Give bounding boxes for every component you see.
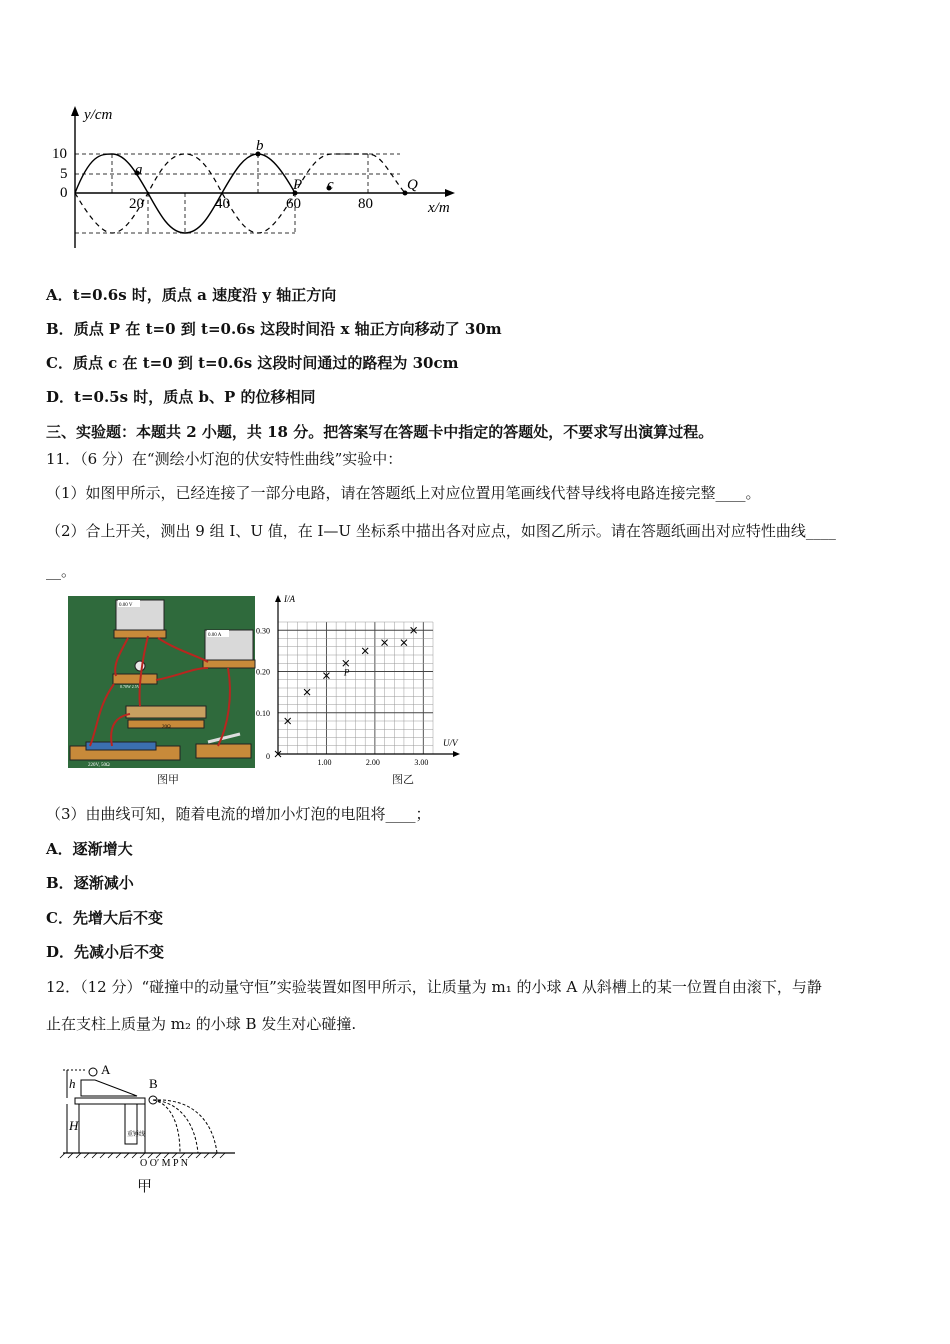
q11-stem: 11．（6 分）在“测绘小灯泡的伏安特性曲线”实验中： (46, 450, 403, 468)
svg-text:P: P (293, 177, 303, 193)
svg-text:y/cm: y/cm (84, 107, 113, 123)
y-tick-label: 0.10 (256, 708, 270, 718)
q11-option-a: A．逐渐增大 (46, 840, 133, 858)
svg-text:0.00 A: 0.00 A (208, 633, 222, 638)
y-axis-arrow (275, 595, 281, 602)
svg-text:0.00 V: 0.00 V (119, 603, 133, 608)
q11-part1: （1）如图甲所示，已经连接了一部分电路，请在答题纸上对应位置用笔画线代替导线将电路连接完整____。 (46, 484, 761, 502)
q10-option-d: D．t=0.5s 时，质点 b、P 的位移相同 (46, 388, 316, 406)
svg-text:A: A (101, 1062, 111, 1077)
q11-part3: （3）由曲线可知，随着电流的增加小灯泡的电阻将____； (46, 805, 431, 823)
svg-text:a: a (135, 162, 143, 178)
y-tick-label: 0.20 (256, 667, 270, 677)
x-tick-label: 2.00 (365, 758, 380, 767)
section3-heading: 三、实验题：本题共 2 小题，共 18 分。把答案写在答题卡中指定的答题处，不要求写出演算过程。 (46, 423, 714, 441)
x-axis-label: U/V (443, 738, 458, 748)
fig-jia-caption: 图甲 (157, 774, 179, 786)
q12-fig-caption: 甲 (137, 1177, 153, 1195)
origin-label: 0 (266, 752, 270, 761)
q10-option-b: B．质点 P 在 t=0 到 t=0.6s 这段时间沿 x 轴正方向移动了 30m (46, 320, 502, 338)
wave-figure (40, 100, 470, 250)
svg-text:5: 5 (60, 166, 68, 182)
circuit-photo (68, 596, 255, 768)
q11-part2-line1: （2）合上开关，测出 9 组 I、U 值，在 I—U 坐标系中描出各对应点，如图乙所示。请在答题纸画出对应特性曲线____ (46, 522, 836, 540)
svg-text:O O′ M P N: O O′ M P N (140, 1158, 188, 1169)
y-tick-label: 0.30 (256, 626, 270, 636)
q10-option-a: A．t=0.6s 时，质点 a 速度沿 y 轴正方向 (46, 286, 337, 304)
q12-line2: 止在支柱上质量为 m₂ 的小球 B 发生对心碰撞. (46, 1015, 357, 1033)
q12-line1: 12．（12 分）“碰撞中的动量守恒”实验装置如图甲所示，让质量为 m₁ 的小球 A 从斜槽上的某一位置自由滚下，与静 (46, 978, 822, 996)
svg-text:20: 20 (129, 196, 144, 212)
svg-text:x/m: x/m (428, 200, 450, 216)
svg-text:B: B (149, 1076, 158, 1091)
svg-text:Q: Q (407, 177, 418, 193)
svg-text:10: 10 (52, 146, 67, 162)
x-axis-arrow (453, 751, 460, 757)
x-tick-label: 3.00 (414, 758, 429, 767)
svg-text:60: 60 (286, 196, 301, 212)
svg-text:重锤线: 重锤线 (127, 1132, 146, 1138)
svg-text:0: 0 (60, 185, 68, 201)
iu-chart (256, 594, 462, 774)
svg-text:20Ω: 20Ω (162, 725, 171, 730)
q11-option-c: C．先增大后不变 (46, 909, 163, 927)
svg-text:80: 80 (358, 196, 373, 212)
y-axis-label: I/A (284, 594, 295, 604)
svg-text:0.70W 2.5V: 0.70W 2.5V (120, 684, 140, 689)
svg-text:b: b (256, 138, 264, 154)
x-tick-label: 1.00 (317, 758, 332, 767)
svg-text:h: h (69, 1076, 76, 1091)
point-p-label: P (343, 667, 350, 678)
svg-text:220V, 50Ω: 220V, 50Ω (88, 763, 110, 768)
q11-option-b: B．逐渐减小 (46, 874, 134, 892)
svg-text:H: H (69, 1118, 79, 1133)
svg-text:c: c (327, 177, 334, 193)
fig-yi-caption: 图乙 (392, 774, 414, 786)
svg-text:40: 40 (215, 196, 230, 212)
q11-option-d: D．先减小后不变 (46, 943, 165, 961)
q10-option-c: C．质点 c 在 t=0 到 t=0.6s 这段时间通过的路程为 30cm (46, 354, 459, 372)
q11-part2-line2: __。 (46, 562, 77, 580)
